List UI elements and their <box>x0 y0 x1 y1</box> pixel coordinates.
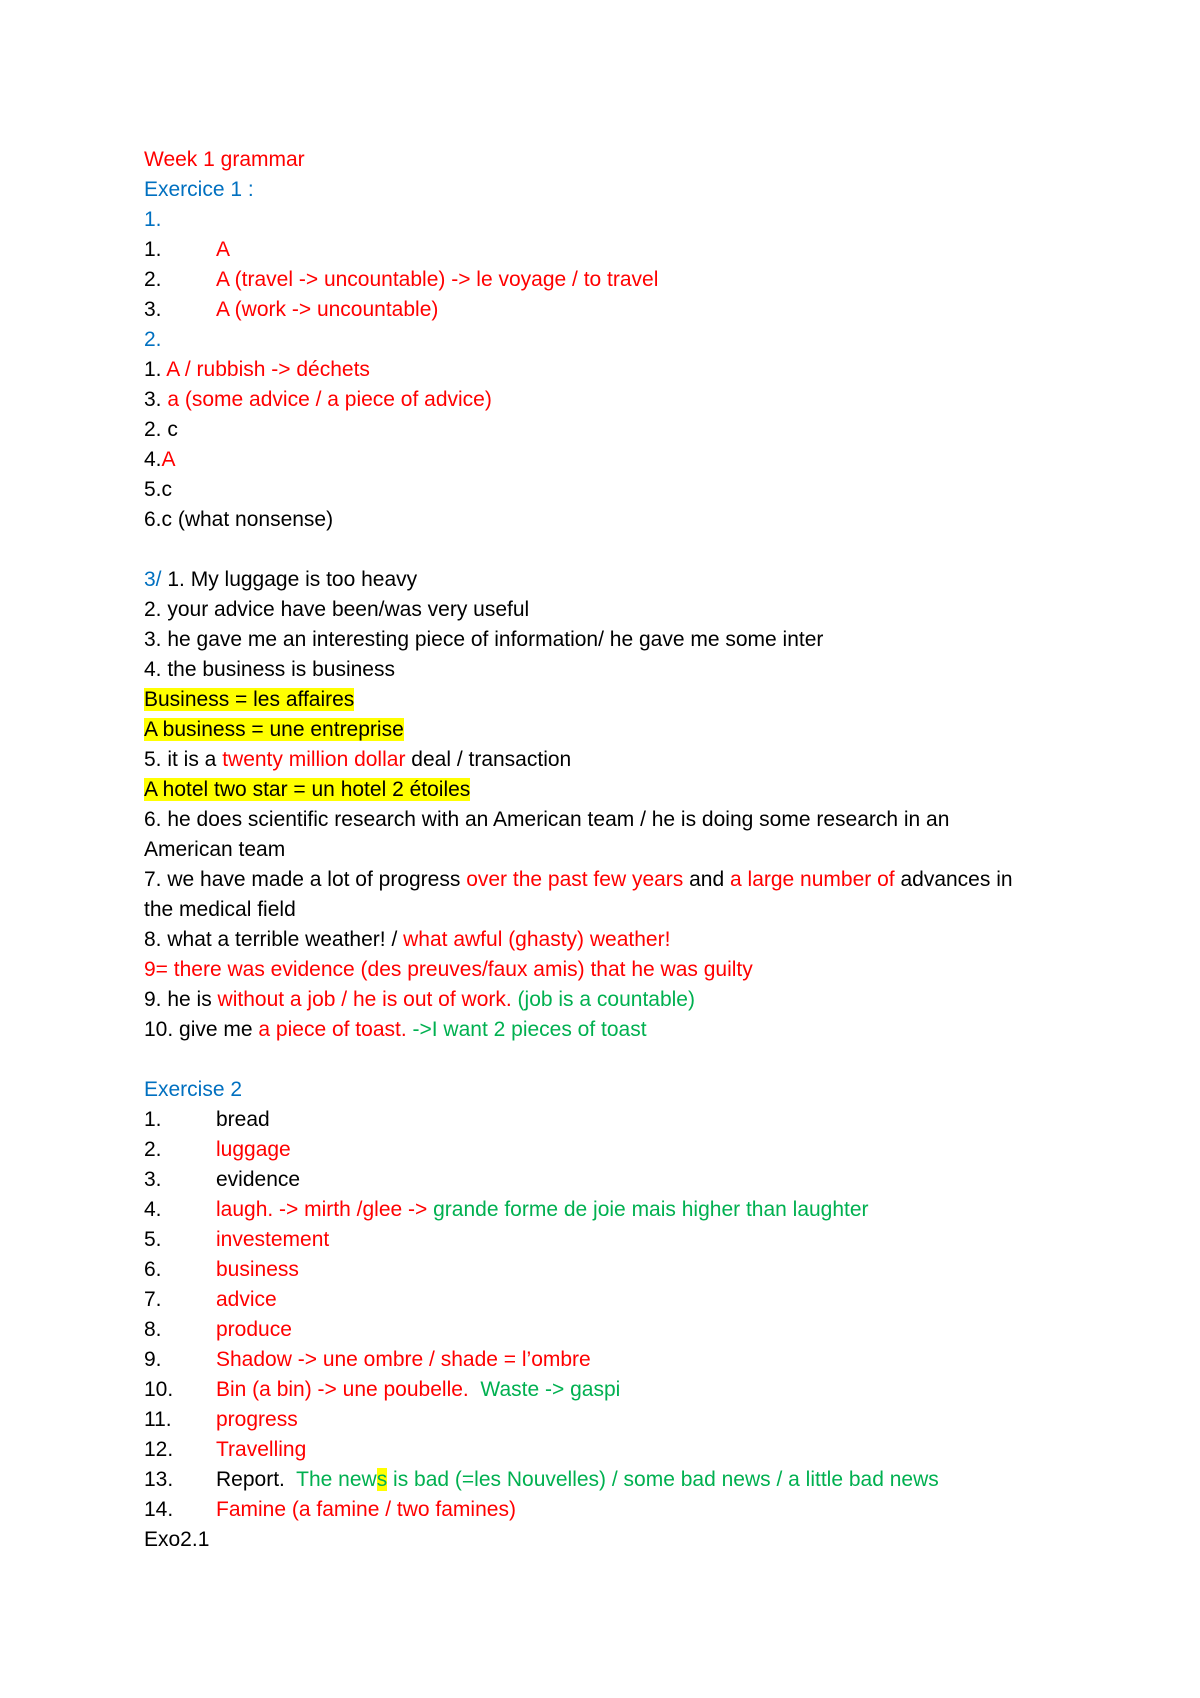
line-prefix: 4. <box>144 448 162 471</box>
text-span: Bin (a bin) -> une poubelle. <box>216 1378 469 1401</box>
line-text: 1. My luggage is too heavy <box>161 568 418 591</box>
text-span: advances in <box>894 868 1013 891</box>
text-line <box>144 448 176 472</box>
text-span: 9. he is <box>144 988 218 1011</box>
text-span: grande forme de joie mais higher than laughter <box>433 1198 869 1221</box>
item-number: 2. <box>144 1138 162 1161</box>
text-line <box>144 568 417 592</box>
text-span: 5. it is a <box>144 748 223 771</box>
text-span: Waste -> gaspi <box>468 1378 621 1401</box>
text-line <box>144 418 178 442</box>
item-text: progress <box>216 1408 298 1431</box>
text-line: 2. your advice have been/was very useful <box>144 598 530 621</box>
text-line <box>144 988 695 1012</box>
highlight-text: A hotel two star = un hotel 2 étoiles <box>144 778 471 801</box>
text-line: the medical field <box>144 898 296 921</box>
text-line <box>144 868 1013 892</box>
item-number: 14. <box>144 1498 174 1521</box>
text-span: is bad (=les Nouvelles) / some bad news / a little bad news <box>387 1468 939 1491</box>
text-line <box>144 478 172 502</box>
item-text: Shadow -> une ombre / shade = l’ombre <box>216 1348 591 1371</box>
text-line: 3. he gave me an interesting piece of information/ he gave me some inter <box>144 628 824 651</box>
item-text <box>216 1468 939 1492</box>
item-number: 4. <box>144 1198 162 1221</box>
highlighted-line <box>144 718 404 742</box>
highlighted-line <box>144 778 470 802</box>
item-text: bread <box>216 1108 270 1131</box>
line-prefix: 3. <box>144 388 168 411</box>
doc-title: Week 1 grammar <box>144 148 305 171</box>
item-number: 12. <box>144 1438 174 1461</box>
line-answer: a (some advice / a piece of advice) <box>167 388 492 411</box>
text-span: laugh. -> mirth /glee -> <box>216 1198 434 1221</box>
text-line: 9= there was evidence (des preuves/faux amis) that he was guilty <box>144 958 753 981</box>
text-line <box>144 508 333 532</box>
highlight-text: s <box>376 1468 388 1491</box>
text-span: 8. what a terrible weather! / <box>144 928 404 951</box>
text-line: American team <box>144 838 286 861</box>
footer-line: Exo2.1 <box>144 1528 210 1551</box>
text-span: and <box>683 868 731 891</box>
text-line <box>144 388 492 412</box>
section-2-label: 2. <box>144 328 162 351</box>
section-3-label: 3/ <box>144 568 162 591</box>
item-number: 3. <box>144 1168 162 1191</box>
item-text: Famine (a famine / two famines) <box>216 1498 516 1521</box>
item-text: A (travel -> uncountable) -> le voyage / to travel <box>216 268 659 291</box>
item-number: 1. <box>144 1108 162 1131</box>
section-1-label: 1. <box>144 208 162 231</box>
item-number: 7. <box>144 1288 162 1311</box>
line-answer: A / rubbish -> déchets <box>166 358 370 381</box>
item-number: 13. <box>144 1468 174 1491</box>
line-prefix: 2. c <box>144 418 178 441</box>
highlight-text: Business = les affaires <box>144 688 355 711</box>
highlighted-line <box>144 688 354 712</box>
text-span: twenty million dollar <box>222 748 406 771</box>
item-text <box>216 1198 869 1222</box>
exercise-2-heading: Exercise 2 <box>144 1078 243 1101</box>
line-prefix: 1. <box>144 358 167 381</box>
item-number: 2. <box>144 268 162 291</box>
exercise-1-heading: Exercice 1 : <box>144 178 254 201</box>
text-line <box>144 358 370 382</box>
item-text: luggage <box>216 1138 291 1161</box>
item-text: business <box>216 1258 299 1281</box>
text-line: 6. he does scientific research with an American team / he is doing some research in an <box>144 808 950 831</box>
text-span: (job is a countable) <box>511 988 695 1011</box>
item-number: 11. <box>144 1408 172 1431</box>
text-span: without a job / he is out of work. <box>217 988 512 1011</box>
text-span: ->I want 2 pieces of toast <box>406 1018 647 1041</box>
item-number: 1. <box>144 238 162 261</box>
text-span: deal / transaction <box>405 748 572 771</box>
text-span: what awful (ghasty) weather! <box>403 928 671 951</box>
item-text: Travelling <box>216 1438 307 1461</box>
item-number: 3. <box>144 298 162 321</box>
item-number: 9. <box>144 1348 162 1371</box>
item-number: 10. <box>144 1378 174 1401</box>
line-prefix: 6.c (what nonsense) <box>144 508 334 531</box>
text-line <box>144 748 571 772</box>
text-line: 4. the business is business <box>144 658 395 681</box>
item-text: produce <box>216 1318 292 1341</box>
line-answer: A <box>161 448 176 471</box>
text-span: Report. <box>216 1468 297 1491</box>
text-line <box>144 928 670 952</box>
text-span: 10. give me <box>144 1018 259 1041</box>
item-text: investement <box>216 1228 330 1251</box>
item-number: 5. <box>144 1228 162 1251</box>
item-text: A (work -> uncountable) <box>216 298 439 321</box>
item-text: A <box>216 238 231 261</box>
highlight-text: A business = une entreprise <box>144 718 404 741</box>
text-span: over the past few years <box>466 868 684 891</box>
text-line <box>144 1018 647 1042</box>
text-span: The new <box>296 1468 377 1491</box>
text-span: 7. we have made a lot of progress <box>144 868 467 891</box>
line-prefix: 5.c <box>144 478 173 501</box>
item-number: 6. <box>144 1258 162 1281</box>
text-span: a piece of toast. <box>258 1018 407 1041</box>
text-span: a large number of <box>730 868 895 891</box>
item-number: 8. <box>144 1318 162 1341</box>
item-text: evidence <box>216 1168 301 1191</box>
item-text <box>216 1378 620 1402</box>
item-text: advice <box>216 1288 277 1311</box>
